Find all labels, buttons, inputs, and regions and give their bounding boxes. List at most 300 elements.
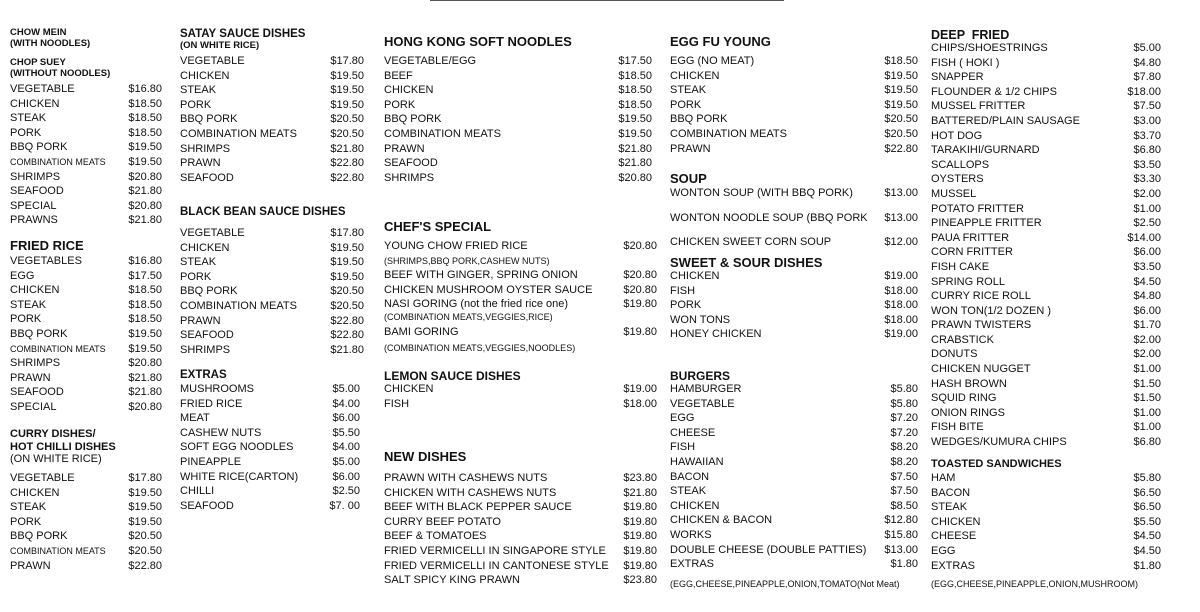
menu-item — [670, 382, 918, 397]
item-price: $8.20 — [890, 455, 918, 468]
item-name: PRAWN — [180, 157, 221, 170]
item-name: PORK — [180, 270, 212, 283]
item-price: $16.80 — [128, 83, 162, 95]
menu-item — [10, 356, 162, 371]
menu-item — [180, 284, 364, 299]
section-extras — [180, 369, 364, 381]
menu-item — [180, 98, 364, 113]
menu-item — [10, 544, 162, 559]
menu-item — [384, 127, 652, 142]
item-price: $20.50 — [884, 113, 918, 126]
section-title: CHEF'S SPECIAL — [384, 219, 492, 234]
item-price: $6.80 — [1133, 144, 1161, 157]
item-price: $20.80 — [623, 283, 657, 296]
menu-item — [670, 440, 918, 455]
menu-item — [931, 70, 1161, 85]
menu-item — [931, 347, 1161, 362]
item-price: $19.50 — [330, 84, 364, 97]
item-price: $19.50 — [128, 501, 162, 514]
item-name: STEAK — [10, 501, 47, 514]
item-name: SEAFOOD — [384, 157, 438, 170]
item-name: FISH BITE — [931, 421, 984, 434]
item-name: VEGETABLE/EGG — [384, 55, 477, 67]
item-price: $20.80 — [623, 240, 657, 252]
item-price: $18.50 — [618, 69, 652, 82]
section-satay — [180, 28, 364, 51]
menu-item — [670, 83, 918, 98]
menu-item — [384, 98, 652, 113]
menu-item — [670, 470, 918, 485]
item-name: STEAK — [670, 84, 707, 97]
item-name: PRAWN TWISTERS — [931, 319, 1032, 332]
item-price: $22.80 — [330, 314, 364, 327]
menu-item — [931, 377, 1161, 392]
menu-item — [180, 83, 364, 98]
item-price: $19.80 — [623, 544, 657, 557]
item-price: $20.50 — [330, 113, 364, 126]
item-name: HOT DOG — [931, 129, 983, 142]
item-name: CHICKEN WITH CASHEWS NUTS — [384, 486, 557, 499]
menu-item — [384, 283, 657, 298]
section-title: DEEP FRIED — [931, 28, 1010, 42]
menu-item — [931, 202, 1161, 217]
item-price: $21.80 — [330, 343, 364, 356]
item-price: $19.80 — [623, 530, 657, 543]
item-price: $6.00 — [1133, 246, 1161, 259]
list-curry — [10, 471, 162, 573]
item-price: $5.80 — [1133, 472, 1161, 484]
item-price: $1.80 — [890, 558, 918, 571]
section-deep-fried — [931, 28, 1161, 42]
item-price: $22.80 — [330, 157, 364, 170]
item-name: HAMBURGER — [670, 383, 742, 395]
menu-item — [10, 97, 162, 112]
menu-item — [931, 529, 1161, 544]
item-name: STEAK — [670, 485, 707, 498]
menu-item — [931, 515, 1161, 530]
section-title: CHOW MEIN — [10, 27, 67, 38]
section-subtitle: (WITHOUT NOODLES) — [10, 68, 111, 79]
menu-item — [670, 284, 918, 299]
item-name: CHICKEN — [10, 486, 60, 499]
item-price: $22.80 — [128, 559, 162, 572]
item-price: $17.80 — [128, 472, 162, 484]
item-price: $5.50 — [1133, 515, 1161, 528]
item-name: OYSTERS — [931, 173, 984, 186]
item-price: $15.80 — [884, 528, 918, 541]
item-name: FISH CAKE — [931, 260, 990, 273]
item-price: $17.80 — [330, 55, 364, 67]
section-black-bean — [180, 206, 364, 218]
item-name: SEAFOOD — [180, 329, 234, 342]
menu-item — [10, 312, 162, 327]
menu-item — [384, 142, 652, 157]
item-price: $4.50 — [1133, 530, 1161, 543]
item-name: BEEF — [384, 69, 413, 82]
item-name: CHICKEN — [180, 241, 230, 254]
section-fried-rice — [10, 238, 162, 253]
item-price: $20.50 — [128, 544, 162, 557]
item-price: $19.50 — [884, 98, 918, 111]
menu-item — [10, 400, 162, 415]
item-name: (SHRIMPS,BBQ PORK,CASHEW NUTS) — [384, 255, 550, 266]
item-price: $3.50 — [1133, 158, 1161, 171]
item-price: $4.80 — [1133, 290, 1161, 303]
menu-item — [384, 156, 652, 171]
item-name: PORK — [670, 299, 702, 312]
section-title: CURRY DISHES/ — [10, 428, 96, 440]
item-name: NASI GORING (not the fried rice one) — [384, 298, 569, 311]
menu-item — [670, 298, 918, 313]
item-price: $20.50 — [330, 127, 364, 140]
menu-item — [10, 500, 162, 515]
item-price: $20.80 — [128, 199, 162, 212]
item-name: BBQ PORK — [10, 327, 68, 340]
menu-item — [931, 172, 1161, 187]
menu-item — [931, 318, 1161, 333]
menu-item — [384, 544, 657, 559]
section-title: BLACK BEAN SAUCE DISHES — [180, 206, 346, 218]
list-sweet-sour — [670, 269, 918, 342]
item-price: $20.80 — [128, 170, 162, 183]
item-name: PORK — [10, 515, 42, 528]
section-chow-mein — [10, 27, 162, 49]
list-lemon — [384, 382, 657, 411]
item-name: HASH BROWN — [931, 377, 1007, 390]
item-price: $1.00 — [1133, 406, 1161, 419]
menu-item — [180, 314, 364, 329]
menu-item — [931, 275, 1161, 290]
item-price: $21.80 — [128, 185, 162, 198]
item-price: $21.80 — [618, 157, 652, 170]
menu-item — [384, 486, 657, 501]
item-name: CORN FRITTER — [931, 246, 1013, 259]
menu-item — [670, 528, 918, 543]
item-bami-goring — [384, 325, 657, 340]
section-title: EGG FU YOUNG — [670, 34, 771, 49]
item-price: $1.50 — [1133, 392, 1161, 405]
menu-item — [180, 411, 360, 426]
menu-item — [10, 385, 162, 400]
menu-item — [180, 156, 364, 171]
item-name: EXTRAS — [931, 559, 976, 572]
list-noodle-items — [10, 82, 162, 228]
section-burgers — [670, 369, 918, 383]
item-price: $14.00 — [1127, 231, 1161, 244]
section-soup — [670, 171, 918, 186]
menu-item — [670, 112, 918, 127]
list-toasted — [931, 471, 1161, 573]
menu-item — [931, 260, 1161, 275]
item-price: $19.50 — [884, 69, 918, 82]
menu-item — [384, 515, 657, 530]
item-price: $19.50 — [128, 515, 162, 528]
menu-item — [384, 268, 657, 283]
item-name: SPECIAL — [10, 400, 57, 413]
item-name: BEEF WITH GINGER, SPRING ONION — [384, 269, 578, 282]
top-rule — [430, 0, 784, 1]
section-title: FRIED RICE — [10, 238, 84, 253]
item-price: $19.80 — [623, 515, 657, 528]
item-name: WONTON NOODLE SOUP (BBQ PORK — [670, 211, 868, 224]
section-title: SATAY SAUCE DISHES — [180, 28, 306, 40]
item-name: CHEESE — [670, 426, 716, 439]
section-chop-suey — [10, 57, 162, 79]
list-hong-kong — [384, 54, 652, 185]
menu-item — [10, 199, 162, 214]
menu-item — [670, 484, 918, 499]
item-name: FISH — [384, 397, 410, 410]
menu-item — [10, 515, 162, 530]
item-price: $19.00 — [884, 270, 918, 282]
item-price: $18.50 — [618, 98, 652, 111]
item-price: $20.50 — [884, 127, 918, 140]
menu-item — [10, 283, 162, 298]
item-price: $6.50 — [1133, 501, 1161, 514]
menu-item — [670, 557, 918, 572]
menu-item — [10, 471, 162, 486]
item-name: DONUTS — [931, 348, 978, 361]
section-title: SWEET & SOUR DISHES — [670, 255, 823, 270]
item-name: BAMI GORING — [384, 326, 459, 338]
menu-item — [180, 241, 364, 256]
menu-item — [10, 342, 162, 357]
menu-item — [931, 420, 1161, 435]
item-name: BBQ PORK — [384, 113, 442, 126]
item-name: COMBINATION MEATS — [10, 545, 106, 556]
menu-item — [931, 216, 1161, 231]
item-name: DOUBLE CHEESE (DOUBLE PATTIES) — [670, 543, 867, 556]
item-name: SEAFOOD — [10, 386, 64, 399]
section-curry — [10, 428, 162, 465]
item-price: $23.80 — [623, 574, 657, 587]
item-price: $4.50 — [1133, 544, 1161, 557]
item-price: $19.00 — [884, 328, 918, 341]
item-name: VEGETABLE — [180, 55, 245, 67]
item-name: EGG — [670, 412, 695, 425]
item-price: $20.80 — [128, 357, 162, 370]
item-price: $18.50 — [128, 126, 162, 139]
item-price: $13.00 — [884, 543, 918, 556]
item-price: $23.80 — [623, 472, 657, 484]
item-price: $20.80 — [618, 171, 652, 184]
item-name: PORK — [10, 313, 42, 326]
item-name: PRAWNS — [10, 214, 58, 227]
menu-item — [10, 170, 162, 185]
item-price: $6.50 — [1133, 486, 1161, 499]
item-name: PRAWN — [670, 142, 711, 155]
menu-item — [931, 333, 1161, 348]
menu-item — [931, 559, 1161, 574]
item-price: $19.50 — [330, 69, 364, 82]
item-price: $6.00 — [332, 412, 360, 425]
item-name: STEAK — [931, 501, 968, 514]
menu-item — [180, 397, 360, 412]
item-price: $6.00 — [1133, 304, 1161, 317]
item-price: $2.50 — [332, 485, 360, 498]
section-subtitle: (WITH NOODLES) — [10, 38, 91, 49]
item-price: $4.00 — [332, 397, 360, 410]
menu-item — [384, 69, 652, 84]
menu-item — [931, 406, 1161, 421]
item-note: (EGG,CHEESE,PINEAPPLE,ONION,TOMATO(Not Meat) — [670, 579, 900, 589]
item-name: WON TONS — [670, 313, 731, 326]
menu-item — [670, 397, 918, 412]
item-name: BEEF WITH BLACK PEPPER SAUCE — [384, 501, 572, 514]
item-name: VEGETABLES — [10, 255, 82, 267]
item-price: $3.00 — [1133, 114, 1161, 127]
menu-item — [384, 559, 657, 574]
menu-item — [10, 269, 162, 284]
item-name: COMBINATION MEATS — [180, 127, 297, 140]
menu-item — [180, 426, 360, 441]
section-egg-fu-young — [670, 34, 918, 49]
menu-item — [931, 289, 1161, 304]
item-name: FRIED RICE — [180, 397, 243, 410]
menu-item — [180, 270, 364, 285]
item-name: CHIPS/SHOESTRINGS — [931, 42, 1048, 54]
item-price: $18.50 — [128, 313, 162, 326]
item-price: $18.50 — [884, 55, 918, 67]
item-price: $12.80 — [884, 514, 918, 527]
menu-item — [384, 239, 657, 254]
item-price: $19.50 — [618, 127, 652, 140]
item-name: MEAT — [180, 412, 210, 425]
item-name: FRIED VERMICELLI IN SINGAPORE STYLE — [384, 544, 606, 557]
item-price: $20.50 — [128, 530, 162, 543]
section-hong-kong — [384, 34, 657, 49]
item-price: $4.50 — [1133, 275, 1161, 288]
menu-item — [670, 455, 918, 470]
item-name: CRABSTICK — [931, 333, 994, 346]
item-name: PORK — [384, 98, 416, 111]
item-note: (COMBINATION MEATS,VEGGIES,RICE) — [384, 312, 553, 322]
item-price: $4.80 — [1133, 56, 1161, 69]
menu-item — [180, 440, 360, 455]
item-price: $16.80 — [128, 255, 162, 267]
item-name: SPECIAL — [10, 199, 57, 212]
section-new-dishes — [384, 449, 657, 464]
menu-item — [180, 299, 364, 314]
item-price: $19.50 — [618, 113, 652, 126]
menu-item — [10, 213, 162, 228]
menu-item — [670, 98, 918, 113]
section-title-2: HOT CHILLI DISHES — [10, 441, 116, 453]
menu-item — [180, 127, 364, 142]
item-name: SALT SPICY KING PRAWN — [384, 574, 520, 587]
item-name: POTATO FRITTER — [931, 202, 1024, 215]
item-price: $5.50 — [332, 426, 360, 439]
item-name: WHITE RICE(CARTON) — [180, 470, 299, 483]
menu-item — [931, 114, 1161, 129]
item-name: WORKS — [670, 528, 712, 541]
item-name: SHRIMPS — [10, 357, 61, 370]
menu-item — [10, 486, 162, 501]
menu-item — [384, 397, 657, 412]
section-title: EXTRAS — [180, 369, 227, 381]
item-name: BATTERED/PLAIN SAUSAGE — [931, 114, 1080, 127]
item-name: STEAK — [180, 84, 217, 97]
section-toasted — [931, 458, 1161, 470]
menu-item — [931, 85, 1161, 100]
section-title: TOASTED SANDWICHES — [931, 458, 1062, 470]
item-name: HAWAIIAN — [670, 455, 724, 468]
item-name: WONTON SOUP (WITH BBQ PORK) — [670, 187, 853, 199]
list-new-dishes — [384, 471, 657, 588]
item-name: CHICKEN — [670, 270, 720, 282]
item-price: $7.50 — [890, 470, 918, 483]
item-price: $13.00 — [884, 187, 918, 199]
menu-item — [931, 500, 1161, 515]
menu-item — [931, 41, 1161, 56]
menu-item — [931, 362, 1161, 377]
item-name: PAUA FRITTER — [931, 231, 1010, 244]
section-title: NEW DISHES — [384, 449, 467, 464]
menu-item — [384, 112, 652, 127]
menu-item — [670, 127, 918, 142]
item-name: SQUID RING — [931, 392, 997, 405]
item-price: $18.50 — [128, 97, 162, 110]
menu-item — [670, 211, 918, 226]
item-name: CHICKEN — [670, 499, 720, 512]
list-extras — [180, 382, 360, 513]
item-price: $3.70 — [1133, 129, 1161, 142]
item-name: FLOUNDER & 1/2 CHIPS — [931, 85, 1057, 98]
item-price: $2.50 — [1133, 217, 1161, 230]
menu-item — [180, 226, 364, 241]
menu-item — [10, 298, 162, 313]
list-soup — [670, 186, 918, 250]
item-price: $7.80 — [1133, 71, 1161, 84]
menu-item — [384, 171, 652, 186]
menu-item — [10, 155, 162, 170]
item-price: $4.00 — [332, 441, 360, 454]
menu-item — [670, 543, 918, 558]
item-name: PORK — [670, 98, 702, 111]
item-name: COMBINATION MEATS — [384, 127, 501, 140]
menu-item — [180, 255, 364, 270]
menu-item — [180, 382, 360, 397]
item-name: PINEAPPLE FRITTER — [931, 217, 1042, 230]
menu-item — [180, 69, 364, 84]
menu-item — [384, 254, 657, 269]
item-price: $19.50 — [128, 327, 162, 340]
item-name: CHICKEN — [931, 515, 981, 528]
item-price: $19.00 — [623, 383, 657, 395]
item-price: $12.00 — [884, 236, 918, 249]
item-name: FISH ( HOKI ) — [931, 56, 1000, 69]
menu-item — [384, 54, 652, 69]
item-name: COMBINATION MEATS — [180, 299, 297, 312]
item-name: EGG — [10, 269, 35, 282]
section-lemon — [384, 369, 657, 383]
menu-item — [180, 343, 364, 358]
menu-item — [180, 328, 364, 343]
item-name: PRAWN — [10, 371, 51, 384]
list-egg-fu-young — [670, 54, 918, 156]
item-name: CHICKEN — [10, 97, 60, 110]
item-price: $19.50 — [128, 342, 162, 355]
menu-item — [670, 269, 918, 284]
list-fried-rice — [10, 254, 162, 415]
item-price: $20.80 — [623, 269, 657, 282]
menu-item — [670, 327, 918, 342]
item-name: CHICKEN & BACON — [670, 514, 773, 527]
menu-item — [670, 54, 918, 69]
menu-item — [10, 254, 162, 269]
item-price: $18.00 — [623, 397, 657, 410]
item-price: $19.50 — [128, 141, 162, 154]
